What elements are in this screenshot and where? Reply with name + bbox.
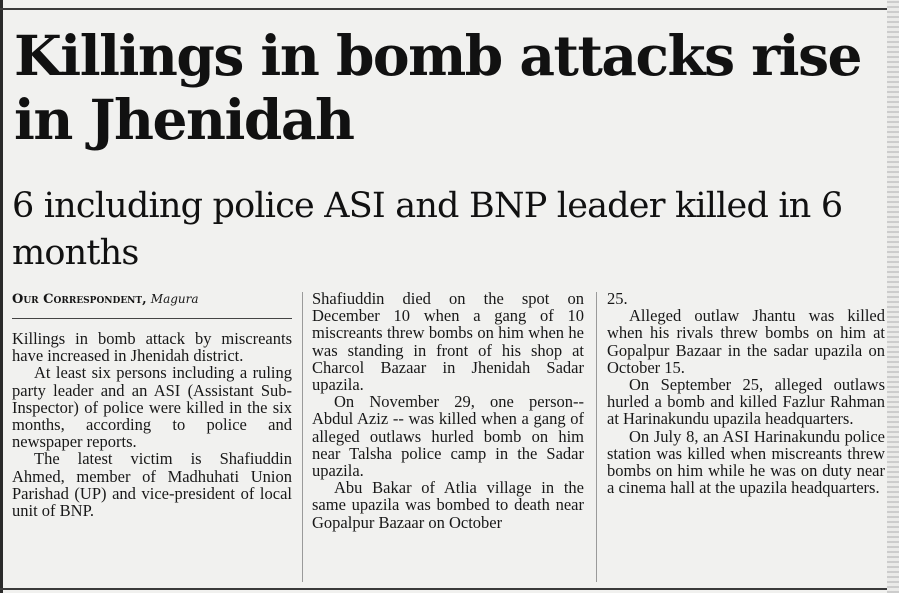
bottom-rule xyxy=(0,588,887,590)
paragraph: 25. xyxy=(607,289,628,308)
paragraph: On July 8, an ASI Harinakundu police station was killed when miscreants threw bombs on him while he was on duty near a cinema hall at the upazila headquarters. xyxy=(607,426,885,498)
clipping-right-edge xyxy=(887,0,899,593)
subheadline: 6 including police ASI and BNP leader killed in 6 months xyxy=(12,186,843,273)
byline-author: Our Correspondent, xyxy=(12,292,147,307)
article-column-1 xyxy=(12,330,292,519)
paragraph: Shafiuddin died on the spot on December 10 when a gang of 10 miscreants threw bombs on him when he was standing in front of his shop at Charcol Bazaar in Jhenidah Sadar upazila. xyxy=(312,289,584,395)
article-column-3 xyxy=(607,290,885,496)
paragraph: On November 29, one person-- Abdul Aziz -- was killed when a gang of alleged outlaws hurled bomb on him near Talsha police camp in the Sadar upazila. xyxy=(312,392,584,481)
top-rule xyxy=(0,8,887,10)
paragraph: Abu Bakar of Atlia village in the same upazila was bombed to death near Gopalpur Bazaar on October xyxy=(312,478,584,532)
byline xyxy=(12,291,292,308)
column-divider xyxy=(596,292,597,582)
paragraph: The latest victim is Shafiuddin Ahmed, member of Madhuhati Union Parishad (UP) and vice-president of local unit of BNP. xyxy=(12,449,292,521)
headline: Killings in bomb attacks rise in Jhenidah xyxy=(14,23,862,152)
byline-location: Magura xyxy=(150,292,199,306)
byline-rule xyxy=(12,318,292,319)
paragraph: On September 25, alleged outlaws hurled a bomb and killed Fazlur Rahman at Harinakundu upazila headquarters. xyxy=(607,375,885,429)
paragraph: At least six persons including a ruling party leader and an ASI (Assistant Sub-Inspector) of police were killed in the six months, according to police and newspaper reports. xyxy=(12,363,292,452)
paragraph: Alleged outlaw Jhantu was killed when his rivals threw bombs on him at Gopalpur Bazaar in the sadar upazila on October 15. xyxy=(607,306,885,377)
article-column-2 xyxy=(312,290,584,531)
paragraph: Killings in bomb attack by miscreants have increased in Jhenidah district. xyxy=(12,329,292,366)
clipping-left-edge xyxy=(0,0,3,593)
column-divider xyxy=(302,292,303,582)
